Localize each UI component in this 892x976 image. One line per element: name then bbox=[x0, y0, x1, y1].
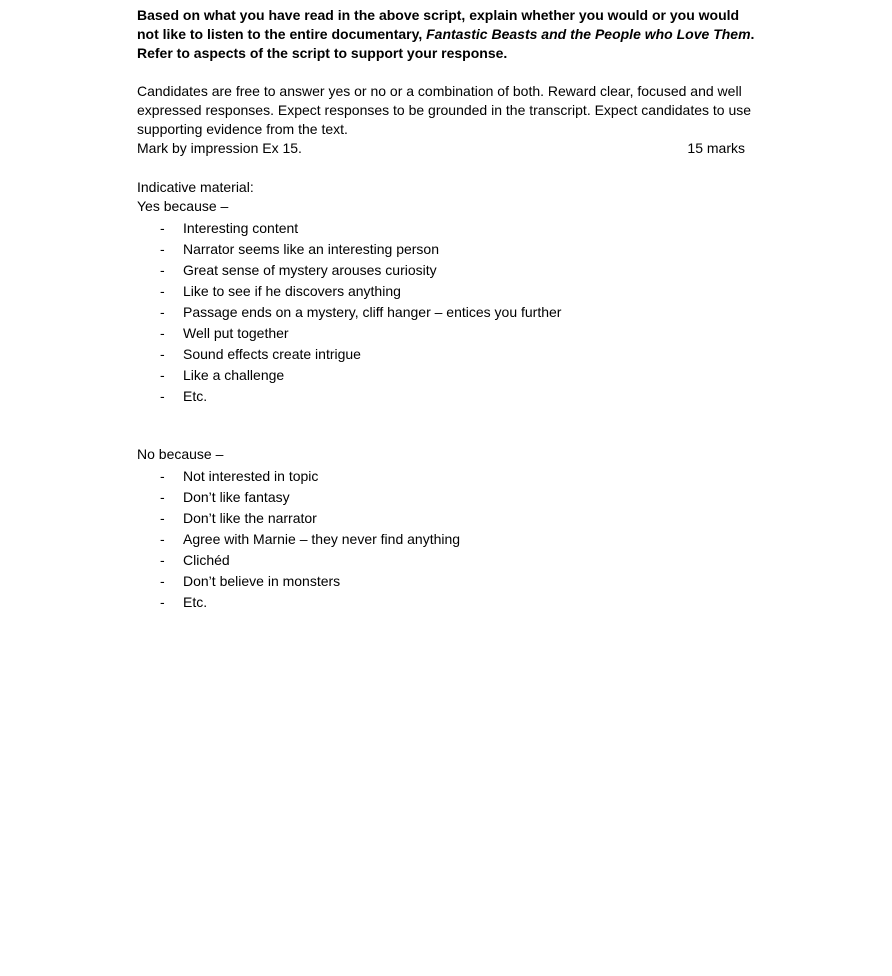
list-item bbox=[137, 508, 757, 529]
guidance-paragraph: Candidates are free to answer yes or no or a combination of both. Reward clear, focused and well expressed responses. Expect responses to be grounded in the transcript. Expect candidates to use supporting evidence from the text. bbox=[137, 83, 752, 137]
list-item bbox=[137, 487, 757, 508]
list-item-text: Don’t like the narrator bbox=[183, 510, 317, 526]
bullet-dash: - bbox=[160, 367, 165, 383]
yes-section-label: Yes because – bbox=[137, 198, 229, 214]
bullet-dash: - bbox=[160, 489, 165, 505]
list-item bbox=[137, 592, 757, 613]
list-item-text: Like a challenge bbox=[183, 367, 285, 383]
bullet-dash: - bbox=[160, 283, 165, 299]
bullet-dash: - bbox=[160, 468, 165, 484]
marks-total: 15 marks bbox=[687, 140, 745, 156]
bullet-dash: - bbox=[160, 573, 165, 589]
bullet-dash: - bbox=[160, 510, 165, 526]
mark-line bbox=[137, 139, 745, 158]
yes-reasons-list bbox=[137, 218, 757, 407]
list-item bbox=[137, 344, 757, 365]
list-item-text: Agree with Marnie – they never find anything bbox=[183, 531, 461, 547]
list-item-text: Interesting content bbox=[183, 220, 299, 236]
question-text-end: . Refer to aspects of the script to support your response. bbox=[137, 26, 755, 61]
list-item bbox=[137, 365, 757, 386]
bullet-dash: - bbox=[160, 594, 165, 610]
no-section-label: No because – bbox=[137, 446, 224, 462]
bullet-dash: - bbox=[160, 241, 165, 257]
documentary-title: Fantastic Beasts and the People who Love Them bbox=[426, 26, 751, 42]
list-item bbox=[137, 323, 757, 344]
marking-scheme-page bbox=[137, 6, 757, 613]
list-item-text: Don’t believe in monsters bbox=[183, 573, 341, 589]
marking-guidance bbox=[137, 82, 757, 158]
list-item bbox=[137, 529, 757, 550]
question-prompt bbox=[137, 6, 757, 63]
list-item bbox=[137, 550, 757, 571]
indicative-material bbox=[137, 178, 757, 407]
list-item-text: Like to see if he discovers anything bbox=[183, 283, 401, 299]
bullet-dash: - bbox=[160, 304, 165, 320]
bullet-dash: - bbox=[160, 346, 165, 362]
list-item bbox=[137, 302, 757, 323]
indicative-label: Indicative material: bbox=[137, 179, 254, 195]
list-item-text: Well put together bbox=[183, 325, 289, 341]
no-section bbox=[137, 445, 757, 613]
no-reasons-list bbox=[137, 466, 757, 613]
bullet-dash: - bbox=[160, 325, 165, 341]
list-item bbox=[137, 218, 757, 239]
list-item bbox=[137, 260, 757, 281]
list-item-text: Clichéd bbox=[183, 552, 230, 568]
list-item-text: Etc. bbox=[183, 594, 208, 610]
bullet-dash: - bbox=[160, 262, 165, 278]
bullet-dash: - bbox=[160, 552, 165, 568]
list-item bbox=[137, 571, 757, 592]
list-item-text: Narrator seems like an interesting person bbox=[183, 241, 440, 257]
list-item-text: Passage ends on a mystery, cliff hanger – entices you further bbox=[183, 304, 562, 320]
list-item-text: Don’t like fantasy bbox=[183, 489, 290, 505]
bullet-dash: - bbox=[160, 531, 165, 547]
list-item bbox=[137, 281, 757, 302]
list-item-text: Sound effects create intrigue bbox=[183, 346, 361, 362]
question-text-start: Based on what you have read in the above script, explain whether you would or you would not like to listen to the entire documentary, bbox=[137, 7, 740, 42]
list-item-text: Great sense of mystery arouses curiosity bbox=[183, 262, 437, 278]
list-item bbox=[137, 466, 757, 487]
bullet-dash: - bbox=[160, 388, 165, 404]
list-item bbox=[137, 239, 757, 260]
bullet-dash: - bbox=[160, 220, 165, 236]
list-item-text: Not interested in topic bbox=[183, 468, 319, 484]
mark-method: Mark by impression Ex 15. bbox=[137, 140, 302, 156]
list-item bbox=[137, 386, 757, 407]
list-item-text: Etc. bbox=[183, 388, 208, 404]
